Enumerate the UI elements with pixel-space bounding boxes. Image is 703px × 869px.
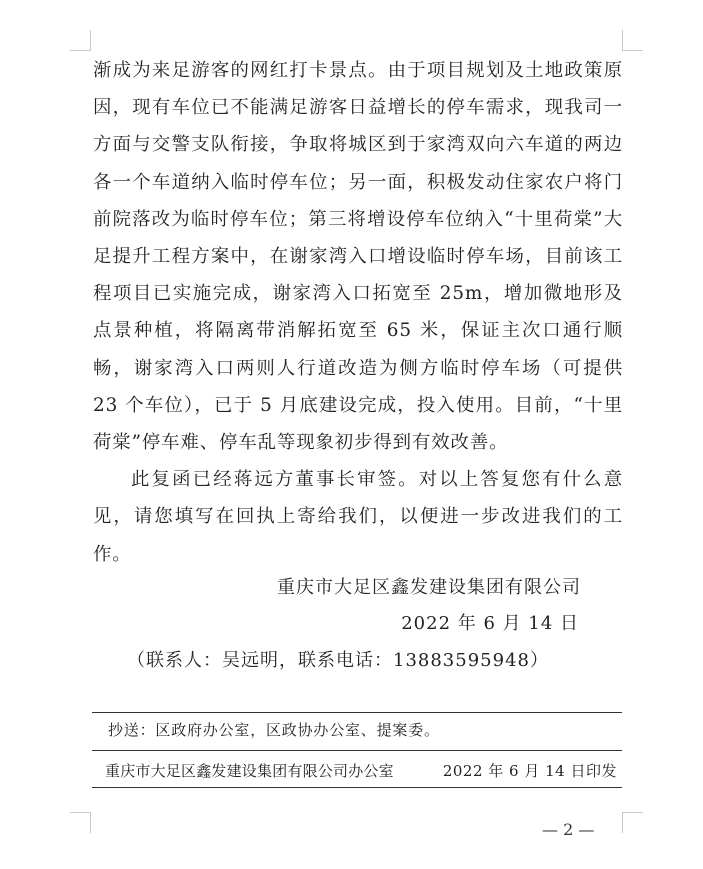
body-paragraph-2: 此复函已经蒋远方董事长审签。对以上答复您有什么意见，请您填写在回执上寄给我们，以便进一步改进我们的工作。	[93, 469, 623, 565]
crop-mark-top-right	[622, 30, 643, 51]
contact-info: （联系人：吴远明，联系电话：13883595948）	[127, 650, 549, 671]
cc-line: 抄送：区政府办公室，区政协办公室、提案委。	[108, 721, 440, 739]
issuer-office: 重庆市大足区鑫发建设集团有限公司办公室	[105, 762, 394, 780]
footer-rule-top	[92, 712, 622, 713]
signature-date: 2022 年 6 月 14 日	[401, 613, 579, 634]
print-date: 2022 年 6 月 14 日印发	[442, 762, 617, 780]
page-number: — 2 —	[542, 820, 595, 839]
crop-mark-bottom-left	[70, 812, 91, 833]
body-paragraph-1: 渐成为来足游客的网红打卡景点。由于项目规划及土地政策原因，现有车位已不能满足游客日益增长的停车需求，现我司一方面与交警支队衔接，争取将城区到于家湾双向六车道的两边各一个车道纳入临时停车位；另一面，积极发动住家农户将门前院落改为临时停车位；第三将增设停车位纳入“十里荷棠”大足提升工程方案中，在谢家湾入口增设临时停车场，目前该工程项目已实施完成，谢家湾入口拓宽至 25m，增加微地形及点景种植，将隔离带消解拓宽至 65 米，保证主次口通行顺畅，谢家湾入口两则人行道改造为侧方临时停车场（可提供 23 个车位），已于 5 月底建设完成，投入使用。目前，“十里荷棠”停车难、停车乱等现象初步得到有效改善。	[93, 60, 623, 454]
crop-mark-top-left	[70, 30, 91, 51]
crop-mark-bottom-right	[622, 812, 643, 833]
signature-company: 重庆市大足区鑫发建设集团有限公司	[277, 577, 581, 598]
body-text	[93, 52, 623, 573]
footer-rule-middle	[92, 750, 622, 751]
footer-rule-bottom	[92, 787, 622, 788]
